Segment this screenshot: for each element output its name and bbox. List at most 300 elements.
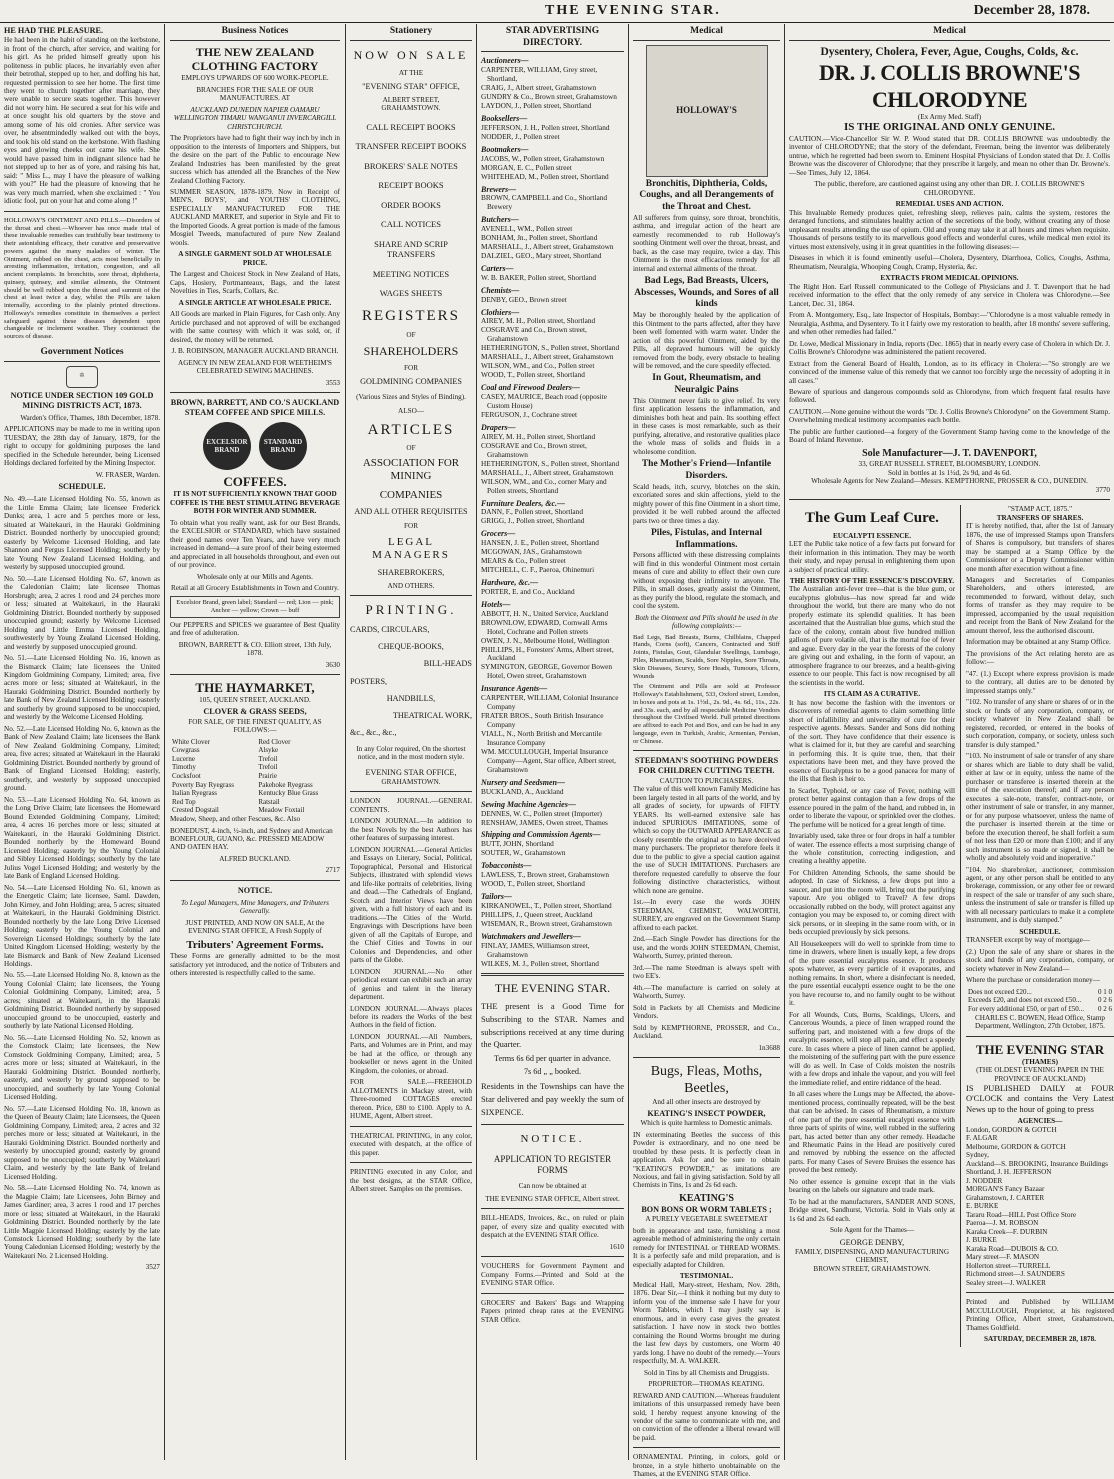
agency-item: Shortland, J. H. JEFFERSON xyxy=(966,1168,1052,1177)
directory-entry: ABBOTT, H. N., United Service, Auckland xyxy=(481,608,609,618)
testimonial-heading: TESTIMONIAL. xyxy=(679,1272,734,1281)
directory-entry: PHILLIPS, H., Foresters' Arms, Albert street, Auckland xyxy=(481,644,614,663)
keating-title-2: KEATING'S xyxy=(679,1192,734,1204)
goldmining: GOLDMINING COMPANIES xyxy=(360,376,462,386)
agency-item: Paeroa—J. M. ROBSON xyxy=(966,1219,1039,1228)
es-para-1: THE present is a Good Time for Subscribing to the STAR. Names and subscriptions received at any time during the Quarter. xyxy=(481,1001,624,1050)
notice-to: To Legal Managers, Mine Managers, and Tributers Generally. xyxy=(181,899,329,916)
directory-entry: CRAIG, J., Albert street, Grahamstown xyxy=(481,83,597,93)
coffees-para-4: Retail at all Grocery Establishments in Town and Country. xyxy=(171,584,339,593)
schedule-item: No. 51.—Late Licensed Holding No. 16, known as the Bismarck Claim; late licensees the United Kingdom Goldmining Company, Limited; area, five acres more or less; situated at Waitekauri, in the Hauraki Goldmining District. Bounded northerly by late Bank of New Zealand Licensed Holding; easterly and southerly by ground supposed to be unoccupied, and westerly by the Welcome Licensed Holding. xyxy=(4,654,160,722)
column-5 xyxy=(633,26,780,1479)
stamp-rate-label: Exceeds £20, and does not exceed £50... xyxy=(968,996,1082,1005)
directory-entry: FRATER BROS., South British Insurance Company xyxy=(481,711,604,730)
stationery-header: Stationery xyxy=(350,26,472,41)
chlorodyne-title: DR. J. COLLIS BROWNE'S CHLORODYNE xyxy=(818,59,1080,112)
column-6 xyxy=(789,26,1114,1458)
printing-note: PRINTING executed in any Color, and the best designs, at the STAR Office, Albert street. Samples on the premises. xyxy=(350,1168,472,1194)
bb-ref: 3630 xyxy=(325,660,340,669)
gum-para-9: In all cases where the Lungs may be Affected, the above-mentioned process, continually repeated, will be the best that can be advised. In cases of Rheumatism, a mixture of one part of the pure essential eucalypti essence with three parts of spirits of wine, well rubbed in the suffering part, has acted better than any other remedy. Headache and Rheumatic Pains in the Head are positively cured and removed by rubbing the essence on the affected parts. For many Cases of Severe Bruises the essence has proved the best remedy. xyxy=(789,1090,955,1175)
directory-entry: MCGOWAN, JAS., Grahamstown xyxy=(481,547,582,557)
extract-1: The Right Hon. Earl Russell communicated to the College of Physicians and J. T. Davenport that he had received information to the effect that the only remedy of any service in Cholera was Chlorodyne.—See Lancet, Dec. 31, 1864. xyxy=(789,282,1110,308)
agency-item: E. BURKE xyxy=(966,1202,999,1211)
stamp-rate-label: For every additional £50, or part of £50... xyxy=(968,1005,1085,1014)
holloway-engraving xyxy=(646,45,768,177)
directory-entry: LAWLESS, T., Brown street, Grahamstown xyxy=(481,870,610,880)
seed-row xyxy=(170,755,340,764)
es-title-2: THE EVENING STAR xyxy=(975,1041,1105,1057)
mother-heading: The Mother's Friend—Infantile Disorders. xyxy=(641,459,772,481)
seed-name: Red Clover xyxy=(258,737,291,746)
seed-name: Alsyke xyxy=(258,746,279,755)
gum-sole-agent: Sole Agent for the Thames— xyxy=(829,1226,915,1235)
transfers-heading: TRANSFERS OF SHARES. xyxy=(996,513,1084,522)
tributers-forms: Tributers' Agreement Forms. xyxy=(186,938,324,951)
chlorodyne-ref: 3770 xyxy=(1095,485,1110,494)
seed-name: Trefoil xyxy=(258,763,278,772)
chlorodyne-caution: CAUTION.—Vice-Chancellor Sir W. P. Wood stated that DR. COLLIS BROWNE was undoubtedly the inventor of CHLORODYNE; that the story of the defendant, Freeman, being the inventor was deliberately untrue, which he regretted had been sworn to. Eminent Hospital Physicians of London stated that Dr. J. Collis Browne was the discoverer of Chlorodyne; that they prescribe it largely, and mean no other than Dr. Browne's.—See Times, July 12, 1864. xyxy=(789,134,1110,177)
office-name: "EVENING STAR" OFFICE, xyxy=(362,81,460,91)
agency-item: Karaka Creek—F. DURBIN xyxy=(966,1227,1048,1236)
steedman-ref: 1n3688 xyxy=(758,1043,780,1052)
printing: PRINTING. xyxy=(365,602,457,618)
stationery-item: RECEIPT BOOKS xyxy=(378,180,444,191)
stamp-para-3: Information may be obtained at any Stamp Office. xyxy=(966,638,1111,647)
coffees-para-3: Wholesale only at our Mills and Agents. xyxy=(197,572,313,581)
medical-header-2: Medical xyxy=(789,26,1110,41)
seed-name: Ratstail xyxy=(258,797,280,806)
at-the: AT THE xyxy=(398,69,424,78)
gum-para-1: LET the Public take notice of a few facts put forward for their information in this intimation. They may be worth their study, and repay perusal in enlightening them upon a subject of practical utility. xyxy=(789,540,955,574)
directory-entry: MEARS & Co., Pollen street xyxy=(481,556,566,566)
bb-signature: BROWN, BARRETT & CO. Elliott street, 13th July, 1878. xyxy=(178,640,332,658)
gum-agents: To be had at the manufacturers, SANDER AND SONS, Bridge street, Sandhurst, Victoria. Sold in Vials only at 1s 6d and 2s 6d each. xyxy=(789,1197,955,1223)
bronchitis-heading: Bronchitis, Diphtheria, Colds, Coughs, and all Derangements of the Throat and Chest. xyxy=(639,178,774,213)
directory-entry: MARSHALL, J., Albert street, Grahamstown xyxy=(481,467,614,477)
holloway-badge: HOLLOWAY'S xyxy=(676,105,737,116)
stamp-rate-row xyxy=(966,1005,1114,1014)
stamp-rate-amount: 0 2 6 xyxy=(1098,1005,1112,1014)
bugs-sub: And all other insects are destroyed by xyxy=(652,1097,761,1106)
directory-header: STAR ADVERTISING DIRECTORY. xyxy=(481,26,624,52)
es-thames: (THAMES) xyxy=(1022,1057,1058,1066)
complaints-list: Bad Legs, Bad Breasts, Burns, Chilblains, Chapped Hands, Corns (soft), Cancers, Contracted and Stiff Joints, Fistulas, Gout, Glandular Swellings, Lumbago, Piles, Rheumatism, Scalds, Sore Nipples, Sore Throats, Skin Diseases, Scurvy, Sore Heads, Tumours, Ulcers, Wounds xyxy=(633,633,780,680)
mother-text: Scald heads, itch, scurvy, blotches on the skin, excoriated sores and skin affections, yield to the mighty power of this fine Ointment in a short time, provided it be well rubbed around the affected parts two or three times a day. xyxy=(633,482,780,525)
brand-seals xyxy=(170,422,340,470)
stamp-rate-row xyxy=(966,988,1114,997)
various: (Various Sizes and Styles of Binding). xyxy=(356,392,466,401)
column-rule xyxy=(164,24,165,1460)
es-para-2: Residents in the Townships can have the Star delivered and pay weekly the sum of SIXPENCE. xyxy=(481,1081,624,1117)
haymarket-signature: ALFRED BUCKLAND. xyxy=(219,854,291,863)
steedman-agents: Sold by KEMPTHORNE, PROSSER, and Co., Auckland. xyxy=(633,1023,780,1041)
wholesale: Wholesale Agents for New Zealand—Messrs. KEMPTHORNE, PROSSER & CO., DUNEDIN. xyxy=(811,477,1088,486)
gum-leaf-title: The Gum Leaf Cure. xyxy=(805,510,939,527)
directory-entry: CARPENTER, WILLIAM, Grey street, Shortland, xyxy=(481,65,598,84)
directory-entry: MITCHELL, C. F., Paeroa, Ohinemuri xyxy=(481,565,595,575)
registers: REGISTERS xyxy=(361,308,460,325)
steedman-sold: Sold in Packets by all Chemists and Medicine Vendors. xyxy=(633,1003,780,1021)
stamp-schedule: SCHEDULE. xyxy=(1019,927,1061,936)
london-journal-item: LONDON JOURNAL.—Always places before its readers the Works of the best Authors in the field of fiction. xyxy=(350,1004,472,1030)
nzc-para-1: The Proprietors have had to fight their way inch by inch in opposition to the interests of Importers and Shippers, but the desire on the part of the Public to encourage New Zealand Industries has been manifested by the great success which has attended all the Branches of the New Zealand Clothing Factory. xyxy=(170,134,340,185)
gum-para-6: For Children Attending Schools, the same should be adopted. In case of Sickness, a few drops put into a saucer, and put into the room will, bring out the purifying vapour. Are you obliged to Travel? A few drops occasionally rubbed on the body, will protect against any contagion you may be exposed to, or coming direct with sick persons, or in sleeping in the same room with, or in beds occupied previously by sick persons. xyxy=(789,868,955,937)
column-rule xyxy=(628,24,629,1460)
stationery-item: MEETING NOTICES xyxy=(372,268,450,279)
notice-para-3: THE EVENING STAR OFFICE, Albert street. xyxy=(485,1194,620,1203)
nzc-para-6: All Goods are marked in Plain Figures, for Cash only. Any Article purchased and not approved of will be exchanged with the same courtesy with which it was sold, or, if desired, the money will be returned. xyxy=(170,310,340,344)
schedule-item: No. 54.—Late Licensed Holding No. 61, known as the Energetic Claim; late licensee, Saml. Dawden, John Kirney, and John Holding; area, 5 acres; situated at Waitekauri, in the Hauraki Goldmining District. Bounded northerly by the late Long Drive Licensed Holding; easterly by the Young Colonial and Sovereign Licensed Holdings; southerly by the late United Kingdom Licensed Holding; westerly by the late Bismarck and Bank of New Zealand Licensed Holdings. xyxy=(4,883,160,968)
extract-3: Dr. Lowe, Medical Missionary in India, reports (Dec. 1865) that in nearly every case of Cholera in which Dr. J. Collis Browne's Chlorodyne was administered the patient recovered. xyxy=(789,339,1110,357)
seed-name: Trefoil xyxy=(258,754,278,763)
london-journal-item: LONDON JOURNAL.—GENERAL CONTENTS. xyxy=(350,797,472,814)
warden-office: Warden's Office, Thames, 18th December, 1878. xyxy=(20,413,160,422)
extract-2: From A. Montgomery, Esq., late Inspector of Hospitals, Bombay:—"Chlorodyne is a most valuable remedy in Neuralgia, Asthma, and Dysentery. To it I fairly owe my restoration to health, after 18 months' severe suffering, and when other remedies had failed." xyxy=(789,311,1110,337)
bugs-heading: Bugs, Fleas, Moths, Beetles, xyxy=(650,1064,763,1097)
clover-heading: CLOVER & GRASS SEEDS, xyxy=(203,707,307,717)
seed-row xyxy=(170,772,340,781)
directory-entry: HETHERINGTON, S., Pollen street, Shortland xyxy=(481,458,620,468)
agency-item: MORGAN'S Fancy Bazaar xyxy=(966,1185,1045,1194)
legal-managers: LEGAL MANAGERS xyxy=(372,535,450,562)
also: ALSO— xyxy=(398,407,424,416)
seed-name: Red Top xyxy=(172,797,196,806)
gum-para-7: All Housekeepers will do well to sprinkle from time to time in drawers, where linen is usually kept, a few drops of the pure essential eucalyptus essence. It produces spots whatever, as every particle of it evaporates, and nothing remains. In short, where a disinfectant is needed, the pure essential eucalypti essence ought to be the one you have recourse to, and no family ought to be without it. xyxy=(789,939,955,1008)
es-oldest: (THE OLDEST EVENING PAPER IN THE PROVINCE OF AUCKLAND) xyxy=(976,1066,1104,1083)
schedule-item: No. 50.—Late Licensed Holding No. 67, known as the Caledonian Claim; late licensee Thomas Horsbrugh; area, 2 acres 1 rood and 24 perches more or less; situated at Waitekauri, in the Hauraki Goldmining District. Bounded northerly by supposed unoccupied ground; easterly by Welcome Licensed Holding and Little Emma Licensed Holding, southwesterly by Young Zealand Licensed Holding, and westerly by supposed unoccupied ground. xyxy=(4,574,160,651)
gum-claim: ITS CLAIM AS A CURATIVE. xyxy=(823,690,921,699)
directory-entry: BUCKLAND, A., Auckland xyxy=(481,786,564,796)
holloway-notice: HOLLOWAY'S OINTMENT AND PILLS.—Disorders of the throat and chest.—Whoever has once made trial of these invaluable remedies can truthfully bear testimony to their astonishing efficacy, their curative and preservative powers against the many maladies of winter. The Ointment, rubbed on the chest, acts most beneficially in arresting inflammation, irritation, congestion, and all ancient complaints. In bronchitis, sore throat, diphtheria, quinsey, quinsey, and similar ailments, the Ointment should be well rubbed upon the throat and summit of the chest at least twice a day, whilst the Pills are taken internally, according to the plainly printed directions. Holloway's remedies constitute in themselves a perfect safeguard against these diseases dependent upon changeable or inclement weather. They counteract the sources of disease. xyxy=(4,216,160,341)
printing-item: CARDS, CIRCULARS, xyxy=(350,625,430,635)
seed-name: Kentucky Blue Grass xyxy=(258,789,319,798)
seed-row xyxy=(170,789,340,798)
london-journal-item: LONDON JOURNAL.—General Articles and Essays on Literary, Social, Political, Topographical, Personal and Historical Subjects, illustrated with splendid views and life-like portraits of celebrities, living and dead.—The Cathedrals of England, Scotch and Interior Views have been given, with a full history of each and its traditions.—The Cities of the World. Engravings with Descriptions have been given of all the Capitals of Europe, and the Chief Cities and Towns in our Colonies and Dependencies, and other parts of the Globe. xyxy=(350,845,472,965)
gum-para-5: Invariably used, take three or four drops in half a tumbler of water. The essence effects a most surprising change of the whole constitution, correcting indigestion, and creating a healthy appetite. xyxy=(789,832,955,866)
royal-crest-icon: ♔ xyxy=(66,366,98,388)
directory-entry: MORGAN, E. C., Pollen street xyxy=(481,162,572,172)
piles-text: Persons afflicted with these distressing complaints will find in this wonderful Ointment most certain means of cure and ability to effect their own cure without exposing their infirmity to anyone. The Pills, in small doses, greatly assist the Ointment, as they purify the blood, regulate the stomach, and cool the system. xyxy=(633,551,780,611)
printing-item: HANDBILLS, xyxy=(386,693,436,703)
reward-caution: REWARD AND CAUTION.—Whereas fraudulent imitations of this unsurpassed remedy have been sold, I hereby request anyone knowing of the vendor of the same to communicate with me, and on conviction of the offender a liberal reward will be paid. xyxy=(633,1391,780,1442)
keating-title: KEATING'S INSECT POWDER, xyxy=(647,1109,766,1119)
agency-item: Karaka Road—DUBOIS & CO. xyxy=(966,1244,1059,1253)
agency-list xyxy=(966,1126,1114,1287)
agency-item: J. NODDER xyxy=(966,1176,1003,1185)
grocers-notice: GROCERS' and Bakers' Bags and Wrapping Papers printed cheap rates at the EVENING STAR Office. xyxy=(481,1298,624,1324)
seed-row xyxy=(170,738,340,747)
steedman-2nd: 2nd.—Each Single Powder has directions for the use, and the words JOHN STEEDMAN, Chemist, Walworth, Surrey, printed thereon. xyxy=(633,935,780,961)
printing-item: BILL-HEADS xyxy=(423,659,472,669)
directory-entry: SOUTER, W., Grahamstown xyxy=(481,848,566,858)
directory-category: Auctioneers— xyxy=(481,56,529,66)
extract-4: Extract from the General Board of Health, London, as to its efficacy in Cholera:—"So strongly are we convinced of the immense value of this remedy that we cannot too forcibly urge the necessity of adopting it in all cases." xyxy=(789,359,1110,385)
business-notices-header: Business Notices xyxy=(170,26,340,41)
seed-name: Pakehoke Ryegrass xyxy=(258,780,313,789)
notice-text: APPLICATIONS may be made to me in writing upon TUESDAY, the 28th day of January, 1879, for the right to occupy for goldmining purposes the land specified in the Schedule hereunder, being Licensed Holdings declared forfeited by the Mining Inspector. xyxy=(4,425,160,468)
printed-by: Printed and Published by WILLIAM MCCULLOUGH, Proprietor, at his registered Printing Office, Albert street, Grahamstown, Thames Goldfield. xyxy=(966,1298,1114,1332)
seed-name: White Clover xyxy=(172,737,210,746)
chlorodyne-caution-2: CAUTION.—None genuine without the words "Dr. J. Collis Browne's Chlorodyne" on the Government Stamp. Overwhelming medical testimony accompanies each bottle. xyxy=(789,407,1110,425)
seed-name: Cocksfoot xyxy=(172,771,201,780)
notice-heading-2: NOTICE. xyxy=(520,1132,585,1145)
directory-entry: BROWN, CAMPBELL and Co., Shortland Brewery xyxy=(481,193,608,212)
london-journal-list xyxy=(350,797,472,1075)
column-rule xyxy=(345,24,346,1460)
bb-title: BROWN, BARRETT, AND CO.'S AUCKLAND STEAM COFFEE AND SPICE MILLS. xyxy=(170,398,340,418)
directory-category: Furniture Dealers, &c.— xyxy=(481,498,566,508)
remedial-text: This Invaluable Remedy produces quiet, refreshing sleep, relieves pain, calms the system, restores the deranged functions, and stimulates healthy action of the secretions of the body, without creating any of those unpleasant results attending the use of opium. Old and young may take it at all hours and times when requisite. Thousands of persons testify to its marvellous good effects and wonderful cures, while medical men extol its virtues most extensively, using it in great quantities in the following diseases:— xyxy=(789,208,1110,251)
es-title: THE EVENING STAR. xyxy=(494,981,611,996)
nzc-towns: AUCKLAND DUNEDIN NAPIER OAMARU WELLINGTON TIMARU WANGANUI INVERCARGILL CHRISTCHURCH. xyxy=(173,105,337,131)
directory-entry: KIRKANOWEL, T., Pollen street, Shortland xyxy=(481,900,612,910)
directory-entry: FERGUSON, J., Cochrane street xyxy=(481,409,578,419)
directory-category: Clothiers— xyxy=(481,307,520,317)
schedule-item: No. 57.—Late Licensed Holding No. 18, known as the Queen of Beauty Claim; late Licensees, the Queen Goldmining Company, Limited; area, 2 acres and 32 perches more or less; situated at Waitekauri, in the Hauraki Goldmining District. Bounded northerly and westerly by unoccupied ground; easterly by ground supposed to be unoccupied; southerly by Waitekauri Claim, and westerly by the late Bank of Ireland Licensed Holding. xyxy=(4,1104,160,1181)
directory-category: Chemists— xyxy=(481,285,520,295)
directory-category: Insurance Agents— xyxy=(481,684,548,694)
seed-row xyxy=(170,746,340,755)
nzc-para-4: The Largest and Choicest Stock in New Zealand of Hats, Caps, Hosiery, Portmanteaux, Bags, and the latest Novelties in Ties, Scarfs, Collars, &c. xyxy=(170,270,340,296)
gum-warning: No other essence is genuine except that in the vials bearing on the labels our signature and trade mark. xyxy=(789,1177,955,1195)
es-booked: 7s 6d „ „ booked. xyxy=(523,1067,582,1077)
chlorodyne-sub: (Ex Army Med. Staff) xyxy=(917,112,982,121)
directory-entry: WM. MCCULLOUGH, Imperial Insurance Company—Agent, Star office, Albert street, Grahamstown xyxy=(481,747,616,774)
schedule-ref: 3527 xyxy=(145,1263,160,1272)
seed-name: Cowgrass xyxy=(172,746,200,755)
steedman-title: STEEDMAN'S SOOTHING POWDERS FOR CHILDREN CUTTING TEETH. xyxy=(634,756,779,776)
notice-title: NOTICE UNDER SECTION 109 GOLD MINING DISTRICTS ACT, 1873. xyxy=(10,390,154,410)
haymarket-title: THE HAYMARKET, xyxy=(195,680,315,696)
gout-text: This Ointment never fails to give relief. Its very first application lessens the inflammation, and diminishes both heat and pain. Its soothing effect in these cases is most remarkable, such as their purifying, alterative, and restorative qualities place the whole mass of solids and fluids in a wholesome condition. xyxy=(633,396,780,456)
nzc-para-3: A SINGLE GARMENT SOLD AT WHOLESALE PRICE. xyxy=(178,250,332,267)
bonbons-sub: A PURELY VEGETABLE SWEETMEAT xyxy=(645,1215,768,1224)
directory-category: Drapers— xyxy=(481,422,516,432)
stationery-list xyxy=(350,122,472,299)
directory-category: Hardware, &c.— xyxy=(481,578,539,587)
seed-row xyxy=(170,781,340,790)
stamp-act-title: "STAMP ACT, 1875." xyxy=(1008,505,1072,514)
notice-just-printed: JUST PRINTED, AND NOW ON SALE, At the EVENING STAR OFFICE, A Fresh Supply of xyxy=(185,918,325,936)
directory-entry: COSGRAVE and Co., Brown street, Grahamstown xyxy=(481,440,587,459)
clover-sub: FOR SALE, OF THE FINEST QUALITY, AS FOLLOWS:— xyxy=(188,717,322,735)
agency-item: London, GORDON & GOTCH xyxy=(966,1125,1057,1134)
directory-entry: GUNDRY & Co., Brown street, Grahamstown xyxy=(481,92,617,102)
stamp-signature: CHARLES C. BOWEN, Head Office, Stamp Department, Wellington, 27th October, 1875. xyxy=(974,1013,1106,1031)
agency-item: Sealey street—J. WALKER xyxy=(966,1278,1046,1287)
gum-leaf-column xyxy=(789,505,955,1346)
directory-entry: OWEN, J. N., Melbourne Hotel, Wellington xyxy=(481,635,610,645)
directory-entry: AIREY, M. H., Pollen street, Shortland xyxy=(481,316,596,326)
directory-entry: AIREY, M. H., Pollen street, Shortland xyxy=(481,431,596,441)
sold-at: The Ointment and Pills are sold at Professor Holloway's Establishment, 533, Oxford street, London, in boxes and pots at 1s. 1½d., 2s. 9d., 4s. 6d., 11s., 22s. and 33s. each, and by all respectable Medicine Vendors throughout the Civilised World. Full printed directions are affixed to each Pot and Box, and can be had in any language, even in Turkish, Arabic, Armenian, Persian, or Chinese. xyxy=(633,683,780,745)
directory-entry: DENNES, W. C., Pollen street (Importer) xyxy=(481,808,602,818)
es-terms: Terms 6s 6d per quarter in advance. xyxy=(494,1054,611,1064)
peppers-text: Our PEPPERS and SPICES we guarantee of Best Quality and free of adulteration. xyxy=(170,620,340,638)
masthead xyxy=(0,0,1114,23)
directory-entry: HETHERINGTON, S., Pollen street, Shortland xyxy=(481,343,620,353)
of-2: OF xyxy=(406,444,416,453)
eucalypti-heading: EUCALYPTI ESSENCE. xyxy=(832,531,912,540)
manufacturer-address: 33, GREAT RUSSELL STREET, BLOOMSBURY, LONDON. xyxy=(858,460,1041,469)
london-journal-item: LONDON JOURNAL.—No other periodical extant can exhibit such an array of genius and talent in the literary department. xyxy=(350,967,472,1002)
directory-entry: HANSEN, J. E., Pollen street, Shortland xyxy=(481,538,599,548)
directory-category: Sewing Machine Agencies— xyxy=(481,799,576,809)
bronchitis-text: All sufferers from quinsy, sore throat, bronchitis, asthma, and irregular action of the heart are earnestly recommended to rub Holloway's soothing Ointment well over the throat, breast, and back, as the case may require, twice a day. This Ointment is the most efficacious remedy for all internal and external ailments of the throat. xyxy=(633,213,780,273)
directory-entry: CASEY, MAURICE, Beach road (opposite Custom House) xyxy=(481,392,607,410)
notice-para-1: APPLICATION TO REGISTER FORMS xyxy=(493,1154,612,1176)
stamp-rate-amount: 0 1 0 xyxy=(1098,987,1112,996)
bonbons-title: BON BONS OR WORM TABLETS ; xyxy=(641,1205,772,1215)
vouchers-notice: VOUCHERS for Government Payment and Company Forms.—Printed and Sold at the EVENING STAR Office. xyxy=(481,1262,624,1288)
directory-entry: WOOD, T., Pollen street, Shortland xyxy=(481,879,585,889)
seed-name: Meadow Foxtail xyxy=(258,806,305,815)
sharebrokers: SHAREBROKERS, xyxy=(377,567,445,577)
directory-entry: FINLAY, JAMES, Williamson street, Grahamstown xyxy=(481,940,590,959)
directory-entry: DALZIEL, GEO., Mary street, Shortland xyxy=(481,251,602,261)
coffees-heading: COFFEES. xyxy=(223,474,287,490)
printing-item: POSTERS, xyxy=(350,676,388,686)
directory-entry: WHITEHEAD, M., Pollen street, Shortland xyxy=(481,171,609,181)
bonbons-text: both in appearance and taste, furnishing a most agreeable method of administering the only certain remedy for INTESTINAL or THREAD WORMS. It is a perfectly safe and mild preparation, and is especially adapted for Children. xyxy=(633,1226,780,1269)
nzc-para-2: SUMMER SEASON, 1878-1879. Now in Receipt of MEN'S, BOYS', and YOUTHS' CLOTHING, ESPECIALLY MANUFACTURED FOR THE AUCKLAND MARKET, and superior in Style and Fit to the Imported Goods. A great portion is made of the famous Mosgiel Tweeds, manufactured of pure New Zealand wools. xyxy=(170,187,340,247)
directory-entry: W. B. BAKER, Pollen street, Shortland xyxy=(481,272,597,282)
directory-category: Bootmakers— xyxy=(481,144,529,154)
haymarket-address: 105, QUEEN STREET, AUCKLAND. xyxy=(199,696,311,704)
office-name-2: EVENING STAR OFFICE, xyxy=(365,767,457,777)
coffees-para-2: To obtain what you really want, ask for our Best Brands, the EXCELSIOR or STANDARD, which have sustained their good names over Ten Years, and have very much increased in demand—a sure proof of their being esteemed and appreciated in all households throughout, and even out of our province. xyxy=(170,518,340,570)
seed-name: Crested Dogstail xyxy=(172,806,219,815)
of: OF xyxy=(406,330,416,339)
stamp-transfer: TRANSFER except by way of mortgage— xyxy=(966,936,1090,945)
and-all: AND ALL OTHER REQUISITES xyxy=(354,507,468,517)
nzc-para-5: A SINGLE ARTICLE AT WHOLESALE PRICE. xyxy=(178,298,332,307)
stamp-para-8: "104. No sharebroker, auctioneer, commission agent, or any other person shall be entitled to any brokerage, commission, or any other fee or reward in respect of the sale or transfer of any such share, unless the instrument of sale or transfer is filled up with all necessary particulars to make it a complete instrument, and is duly stamped." xyxy=(966,865,1114,925)
nzc-signature: J. B. ROBINSON, MANAGER AUCKLAND BRANCH. xyxy=(171,347,339,356)
agency-item: Richmond street—J. SAUNDERS xyxy=(966,1270,1065,1279)
agency-item: Sydney, xyxy=(966,1151,989,1160)
london-journal-item: LONDON JOURNAL.—In addition to the best Novels by the best Authors has other features of surpassing interest. xyxy=(350,817,472,843)
directory-entry: COSGRAVE and Co., Brown street, Grahamstown xyxy=(481,325,587,344)
office-town-2: GRAHAMSTOWN. xyxy=(381,777,441,786)
directory-entry: CARPENTER, WILLIAM, Colonial Insurance Company xyxy=(481,693,619,712)
legs-text: May be thoroughly healed by the application of this Ointment to the parts affected, after they have been well fomented with warm water. Under the action of this powerful Ointment, aided by the Pills, all depraved humours will be quickly removed from the body, every obstacle to healing will be removed, and the cure speedily effected. xyxy=(633,311,780,370)
directory-entry: BONHAM, Jn., Pollen street, Shortland xyxy=(481,233,598,243)
original-genuine: IS THE ORIGINAL AND ONLY GENUINE. xyxy=(843,121,1056,134)
extracts-heading: EXTRACTS FROM MEDICAL OPINIONS. xyxy=(880,274,1019,283)
haymarket-para-1: Meadow, Sheep, and other Fescues, &c. Also xyxy=(170,815,301,824)
gov-notices-header: Government Notices xyxy=(4,347,160,362)
articles: ARTICLES xyxy=(367,421,455,438)
stationery-item: CALL RECEIPT BOOKS xyxy=(366,121,456,132)
nzc-agency: AGENCY IN NEW ZEALAND FOR WEETHEIM'S CELEBRATED SEWING MACHINES. xyxy=(178,358,332,376)
companies: COMPANIES xyxy=(379,488,443,501)
agency-item: Auckland—S. BROOKING, Insurance Buildings xyxy=(966,1159,1108,1168)
agency-item: Hollerton street—TURRELL xyxy=(966,1261,1051,1270)
column-4 xyxy=(481,26,624,1458)
standard-brand-seal: STANDARD BRAND xyxy=(259,422,307,470)
brand-label-table: Excelsior Brand, green label; Standard — red; Lion — pink; Anchor — yellow; Crown — buff xyxy=(170,596,340,618)
agency-item: Tararu Road—HILL Post Office Store xyxy=(966,1210,1077,1219)
dysentery-heading: Dysentery, Cholera, Fever, Ague, Coughs, Colds, &c. xyxy=(820,45,1079,58)
directory-entry: RENSHAW, JAMES, Owen street, Thames xyxy=(481,817,608,827)
story-title: HE HAD THE PLEASURE. xyxy=(4,26,104,35)
office-town: GRAHAMSTOWN. xyxy=(381,104,441,113)
diseases-text: Diseases in which it is found eminently useful—Cholera, Dysentery, Diarrhoea, Colics, Coughs, Asthma, Rheumatism, Neuralgia, Whooping Cough, Cramp, Hysteria, &c. xyxy=(789,254,1110,271)
schedule-item: No. 49.—Late Licensed Holding No. 55, known as the Little Emma Claim; late licensee Frederick Dunks; area, 1 acre and 5 perches more or less, situated at Waitekauri, in the Hauraki Goldmining District. Bounded northerly by unoccupied ground; easterly by Welcome Licensed Holding, and late Shannon and Fergus Licensed Holding; southerly by late Young New Zealand Licensed Holding, and westerly by supposed unoccupied ground. xyxy=(4,495,160,572)
stamp-rates-table xyxy=(966,988,1114,1014)
gout-heading: In Gout, Rheumatism, and Neuralgic Pains xyxy=(652,373,761,396)
gum-para-8: For all Wounds, Cuts, Burns, Scaldings, Ulcers, and Cancerous Wounds, a piece of linen wrapped round the suffering part, and moistened with a few drops of the eucalyptic essence, will stop all pain, and effect a speedy cure. In cases where a piece of linen cannot be applied, the moistening of the suffering part with the pure essence will do as well. In Case of Colds moisten the nostrils with a few drops and inhale the vapour, and you will feel the immediate relief, and entire riddance of the head. xyxy=(789,1010,955,1087)
stationery-item: ORDER BOOKS xyxy=(381,199,441,210)
stationery-item: BROKERS' SALE NOTES xyxy=(364,160,458,171)
gum-para-3: It has now become the fashion with the inventors or discoverers of remedial agents to claim something little short of infallibility and universality of cure for their respective agents. Messrs. Sander and Sons did nothing of the sort. They have confidence that their essence is what is claimed for it, but they are careful and searching in performing this. It is quite true, then, that their expectations have been met, and they have proved the essence of Eucalyptus to be a good panacea for many of the ills that flesh is heir to. xyxy=(789,698,955,784)
directory-category: Shipping and Commission Agents— xyxy=(481,830,601,840)
stamp-para-1: IT is hereby notified, that, after the 1st of January 1876, the use of impressed Stamps upon Transfers of Shares is compulsory, but transfers of shares may be stamped at a Stamp Office by the Commissioner or a Deputy Commissioner within one month after execution without a fine. xyxy=(966,522,1114,573)
notice-signature: W. FRASER, Warden. xyxy=(95,470,160,479)
schedule-title: SCHEDULE. xyxy=(58,482,106,492)
stamp-act-column xyxy=(966,505,1114,1346)
directory-entry: WOOD, T., Pollen street, Shortland xyxy=(481,370,585,380)
nzc-employs: EMPLOYS UPWARDS OF 600 WORK-PEOPLE. xyxy=(181,74,329,83)
directory-entry: MARSHALL, J., Albert street, Grahamstown xyxy=(481,352,614,362)
column-1 xyxy=(4,26,160,1458)
notice-end: These Forms are generally admitted to be the most satisfactory yet introduced, and the notice of Tributers and others interested is respectfully called to the same. xyxy=(170,952,340,978)
agency-item: Mary street—F. MASON xyxy=(966,1253,1040,1262)
schedule-item: No. 56.—Late Licensed Holding No. 52, known as the Comstock Claim; late licensees, the New Comstock Goldmining Company, Limited; area, 5 acres more or less; situated at Waitekauri, in the Hauraki Goldmining District. Bounded northerly, easterly, and westerly by ground supposed to be unoccupied, and southerly by late Young Colonial Licensed Holding. xyxy=(4,1033,160,1102)
directory-entry: WILSON, WM., and Co., Pollen street xyxy=(481,361,595,371)
keating-text: IN exterminating Beetles the success of this Powder is extraordinary, and no one need be troubled by these pests. It is perfectly clean in application. Ask for and be sure to obtain "KEATING'S POWDER," as imitations are Noxious, and fail in giving satisfaction. Sold by all Chemists in Tins, 1s and 2s 6d each. xyxy=(633,1130,780,1190)
association: ASSOCIATION FOR MINING xyxy=(362,456,460,483)
directory-category: Nursery and Seedsmen— xyxy=(481,777,566,787)
testimonial-text: Medical Hall, Mary-street, Hexham, Nov. 28th, 1876. Dear Sir,—I think it nothing but my duty to inform you of the immense sale I have for your Worm Tablets, which I may justly say is enormous, and in every case gives the greatest satisfaction. I have now in stock two bottles containing the Round Worms brought me during the last few days by customers, one Worm 40 yards long. I have no doubt of the remedy.—Yours respectfully, M. A. WALKER. xyxy=(633,1280,780,1366)
stamp-rate-amount: 0 2 6 xyxy=(1098,996,1112,1005)
proprietor: PROPRIETOR—THOMAS KEATING. xyxy=(648,1380,765,1389)
schedule-item: No. 52.—Late Licensed Holding No. 6, known as the Bank of New Zealand Claim; late licensees the Bank of New Zealand Goldmining Company, Limited; area, five acres; situated at Waitekauri in the Hauraki Goldmining District. Bounded northerly by ground of Bank of England Licensed Holding; easterly, southerly, and westerly by supposed unoccupied ground. xyxy=(4,724,160,793)
seed-name: Timothy xyxy=(172,763,196,772)
seed-row xyxy=(170,806,340,815)
theatrical-notice: THEATRICAL PRINTING, in any color, executed with despatch, at the office of this paper. xyxy=(350,1131,472,1157)
sold-tins: Sold in Tins by all Chemists and Druggists. xyxy=(643,1368,769,1377)
directory-entry: DENBY, GEO., Brown street xyxy=(481,294,567,304)
printing-list xyxy=(350,625,472,738)
seed-name: Italian Ryegrass xyxy=(172,789,218,798)
seed-row xyxy=(170,763,340,772)
extract-5: Beware of spurious and dangerous compounds sold as Chlorodyne, from which frequent fatal results have followed. xyxy=(789,387,1110,405)
steedman-1st: 1st.—In every case the words JOHN STEEDMAN, CHEMIST, WALWORTH, SURREY, are engraved on the Government Stamp affixed to each packet. xyxy=(633,898,780,932)
steedman-text: The value of this well known Family Medicine has been largely tested in all parts of the world, and by all grades of society, for upwards of FIFTY YEARS. Its well-earned extensive sale has induced SPURIOUS IMITATIONS, some of which so copy the OUTWARD APPEARANCE as closely resemble the original as to have deceived many purchasers. The proprietor therefore feels it due to the public to give a special caution against the use of SUCH IMITATIONS. Purchasers are therefore requested carefully to observe the four following distinctive characteristics, without which none are genuine. xyxy=(633,785,780,895)
chlorodyne-cautioned: The public are further cautioned—a forgery of the Government Stamp having come to the knowledge of the Board of Inland Revenue. xyxy=(789,427,1110,445)
directory-category: Hotels— xyxy=(481,599,511,609)
seeds-table xyxy=(170,738,340,815)
stamp-2: (2.) Upon the sale of any share or shares in the stock and funds of any corporation, company, or society whatever in New Zealand— xyxy=(966,947,1114,973)
shareholders: SHAREHOLDERS xyxy=(363,344,459,359)
stamp-para-2: Managers and Secretaries of Companies Shareholders, and others interested, are recommended to forward, without delay, such forms of transfer as they may require to be impressed, accompanied by the usual requisition and receipt from the Bank of New Zealand for the amount thereof, less the authorised discount. xyxy=(966,576,1114,635)
directory-category: Carters— xyxy=(481,263,514,273)
directory-category: Butchers— xyxy=(481,215,519,225)
directory-entry: SYMINGTON, GEORGE, Governor Bowen Hotel, Owen street, Grahamstown xyxy=(481,662,612,681)
for-2: FOR xyxy=(404,522,418,531)
directory-entry: BUTT, JOHN, Shortland xyxy=(481,839,554,849)
and-others: AND OTHERS. xyxy=(387,581,435,590)
seed-name: Poverty Bay Ryegrass xyxy=(172,780,234,789)
haymarket-para-2: BONEDUST, 4-inch, ½-inch, and Sydney and American BONEFLOUR, GUANO, &c. PRESSED MEADOW AND OATEN HAY. xyxy=(170,826,333,852)
for-sale-notice: FOR SALE.—FREEHOLD ALLOTMENTS in Mackay street, with Three-roomed COTTAGES erected thereon. Price, £80 to £100. Apply to A. HUME, Agent, Albert street. xyxy=(350,1078,472,1121)
directory-entry: WILKES, M. J., Pollen street, Shortland xyxy=(481,958,599,968)
column-rule xyxy=(784,24,785,1460)
schedule-list xyxy=(4,495,160,1260)
stationery-item: SHARE AND SCRIP TRANSFERS xyxy=(374,238,448,260)
